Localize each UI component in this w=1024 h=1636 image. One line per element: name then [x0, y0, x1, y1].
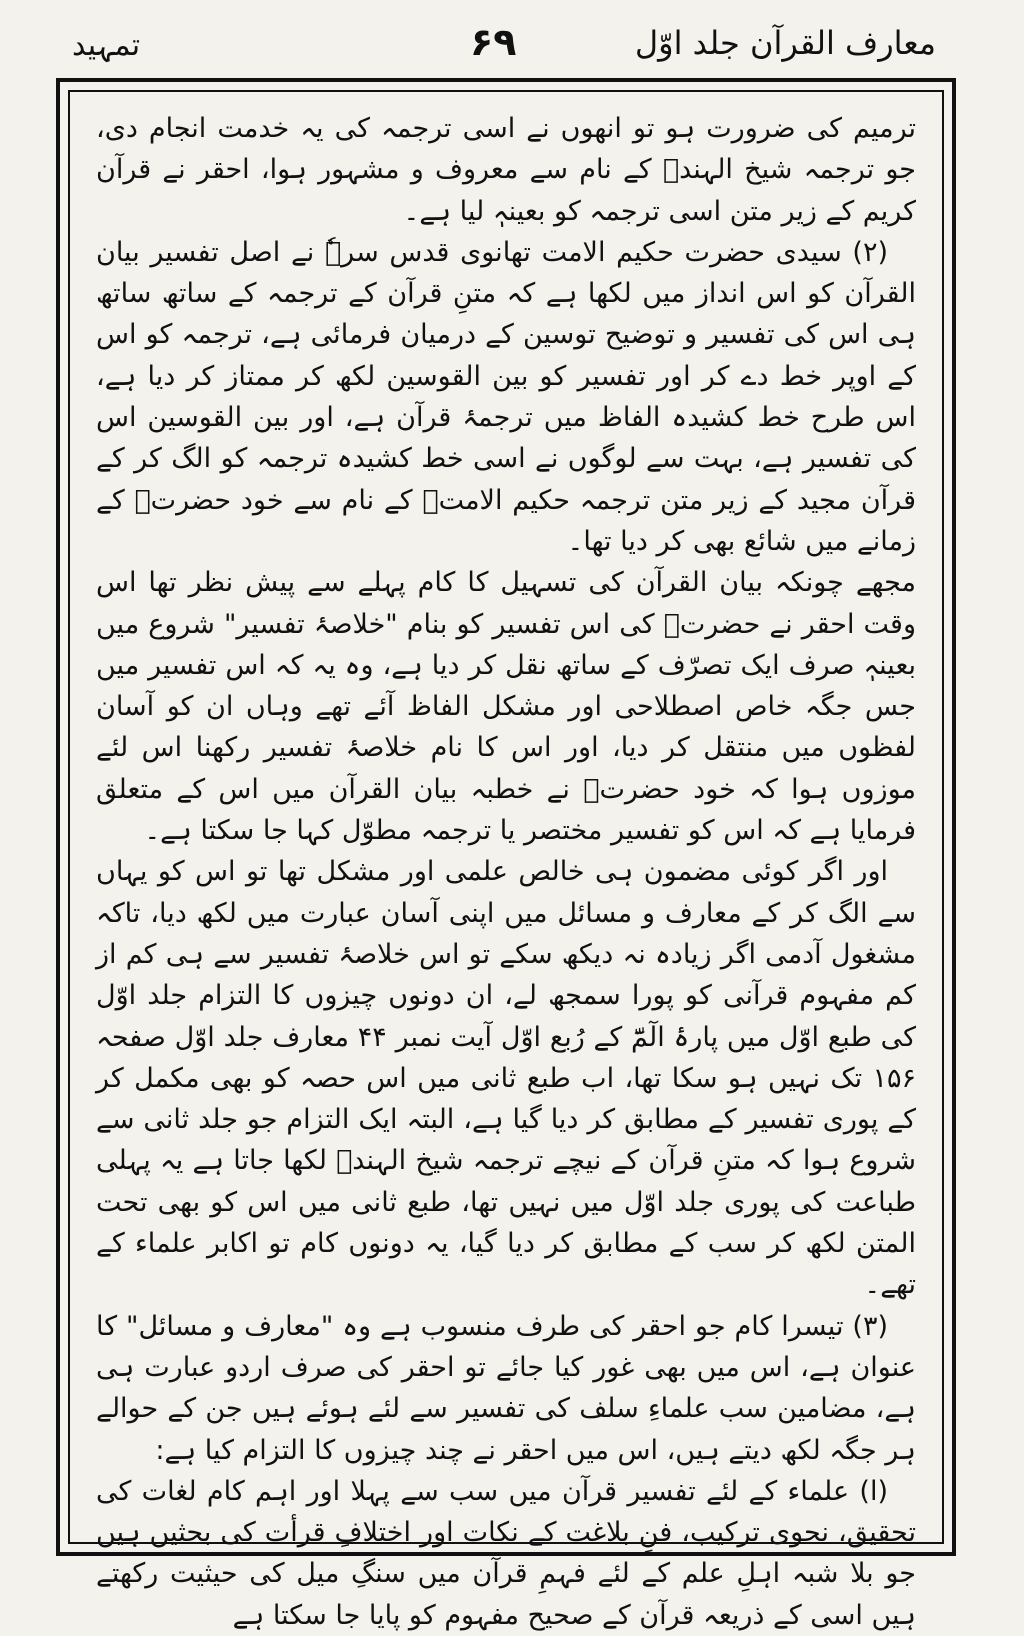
paragraph: مجھے چونکہ بیان القرآن کی تسہیل کا کام پہلے سے پیش نظر تھا اس وقت احقر نے حضرتؒ کی اس تفسیر کو بنام "خلاصۂ تفسیر" شروع میں بعینہٖ صرف ایک تصرّف کے ساتھ نقل کر دیا ہے، وہ یہ کہ اس تفسیر میں جس جگہ خاص اصطلاحی اور مشکل الفاظ آئے تھے وہاں ان کو آسان لفظوں میں منتقل کر دیا، اور اس کا نام خلاصۂ تفسیر رکھنا اس لئے موزوں ہوا کہ خود حضرتؒ نے خطبہ بیان القرآن میں اس کے متعلق فرمایا ہے کہ اس کو تفسیر مختصر یا ترجمہ مطوّل کہا جا سکتا ہے۔ [96, 567, 916, 847]
paragraph: (۳) تیسرا کام جو احقر کی طرف منسوب ہے وہ "معارف و مسائل" کا عنوان ہے، اس میں بھی غور کیا جائے تو احقر کی صرف اردو عبارت ہی ہے، مضامین سب علماءِ سلف کی تفسیر سے لئے ہوئے ہیں جن کے حوالے ہر جگہ لکھ دیتے ہیں، اس میں احقر نے چند چیزوں کا التزام کیا ہے: [96, 1310, 916, 1466]
running-header-section: تمہید [72, 28, 141, 63]
paragraph: (ا) علماء کے لئے تفسیر قرآن میں سب سے پہلا اور اہم کام لغات کی تحقیق، نحوی ترکیب، فنِ بلاغت کے نکات اور اختلافِ قرأت کی بحثیں ہیں جو بلا شبہ اہلِ علم کے لئے فہمِ قرآن میں سنگِ میل کی حیثیت رکھتے ہیں اسی کے ذریعہ قرآن کے صحیح مفہوم کو پایا جا سکتا ہے [96, 1475, 916, 1631]
paragraph: ترمیم کی ضرورت ہو تو انھوں نے اسی ترجمہ کی یہ خدمت انجام دی، جو ترجمہ شیخ الہندؒ کے نام سے معروف و مشہور ہوا، احقر نے قرآن کریم کے زیر متن اسی ترجمہ کو بعینہٖ لیا ہے۔ [96, 113, 916, 227]
paragraph: اور اگر کوئی مضمون ہی خالص علمی اور مشکل تھا تو اس کو یہاں سے الگ کر کے معارف و مسائل میں اپنی آسان عبارت میں لکھ دیا، تاکہ مشغول آدمی اگر زیادہ نہ دیکھ سکے تو اس خلاصۂ تفسیر سے ہی کم از کم مفہوم قرآنی کو پورا سمجھ لے، ان دونوں چیزوں کا التزام جلد اوّل کی طبع اوّل میں پارۂ الٓمّٓ کے رُبع اوّل آیت نمبر ۴۴ معارف جلد اوّل صفحہ ۱۵۶ تک نہیں ہو سکا تھا، اب طبع ثانی میں اس حصہ کو بھی مکمل کر کے پوری تفسیر کے مطابق کر دیا گیا ہے، البتہ ایک التزام جو جلد ثانی سے شروع ہوا کہ متنِ قرآن کے نیچے ترجمہ شیخ الہندؒ لکھا جاتا ہے یہ پہلی طباعت کی پوری جلد اوّل میں نہیں تھا، طبع ثانی میں اس کو بھی تحت المتن لکھ کر سب کے مطابق کر دیا گیا، یہ دونوں کام تو اکابر علماء کے تھے۔ [96, 856, 917, 1301]
paragraph: (۲) سیدی حضرت حکیم الامت تھانوی قدس سرہٗ نے اصل تفسیر بیان القرآن کو اس انداز میں لکھا ہے کہ متنِ قرآن کے ترجمہ کے ساتھ ساتھ ہی اس کی تفسیر و توضیح توسین کے درمیان فرمائی ہے، ترجمہ کو اس کے اوپر خط دے کر اور تفسیر کو بین القوسین لکھ کر ممتاز کر دیا ہے، اس طرح خط کشیدہ الفاظ میں ترجمۂ قرآن ہے، اور بین القوسین اس کی تفسیر ہے، بہت سے لوگوں نے اسی خط کشیدہ ترجمہ کو الگ کر کے قرآن مجید کے زیر متن ترجمہ حکیم الامتؒ کے نام سے خود حضرتؒ کے زمانے میں شائع بھی کر دیا تھا۔ [96, 236, 916, 557]
running-header-book-title: معارف القرآن جلد اوّل [634, 24, 936, 62]
page-number: ۶۹ [470, 20, 517, 64]
page-header [0, 0, 1024, 80]
body-text [96, 108, 917, 1631]
